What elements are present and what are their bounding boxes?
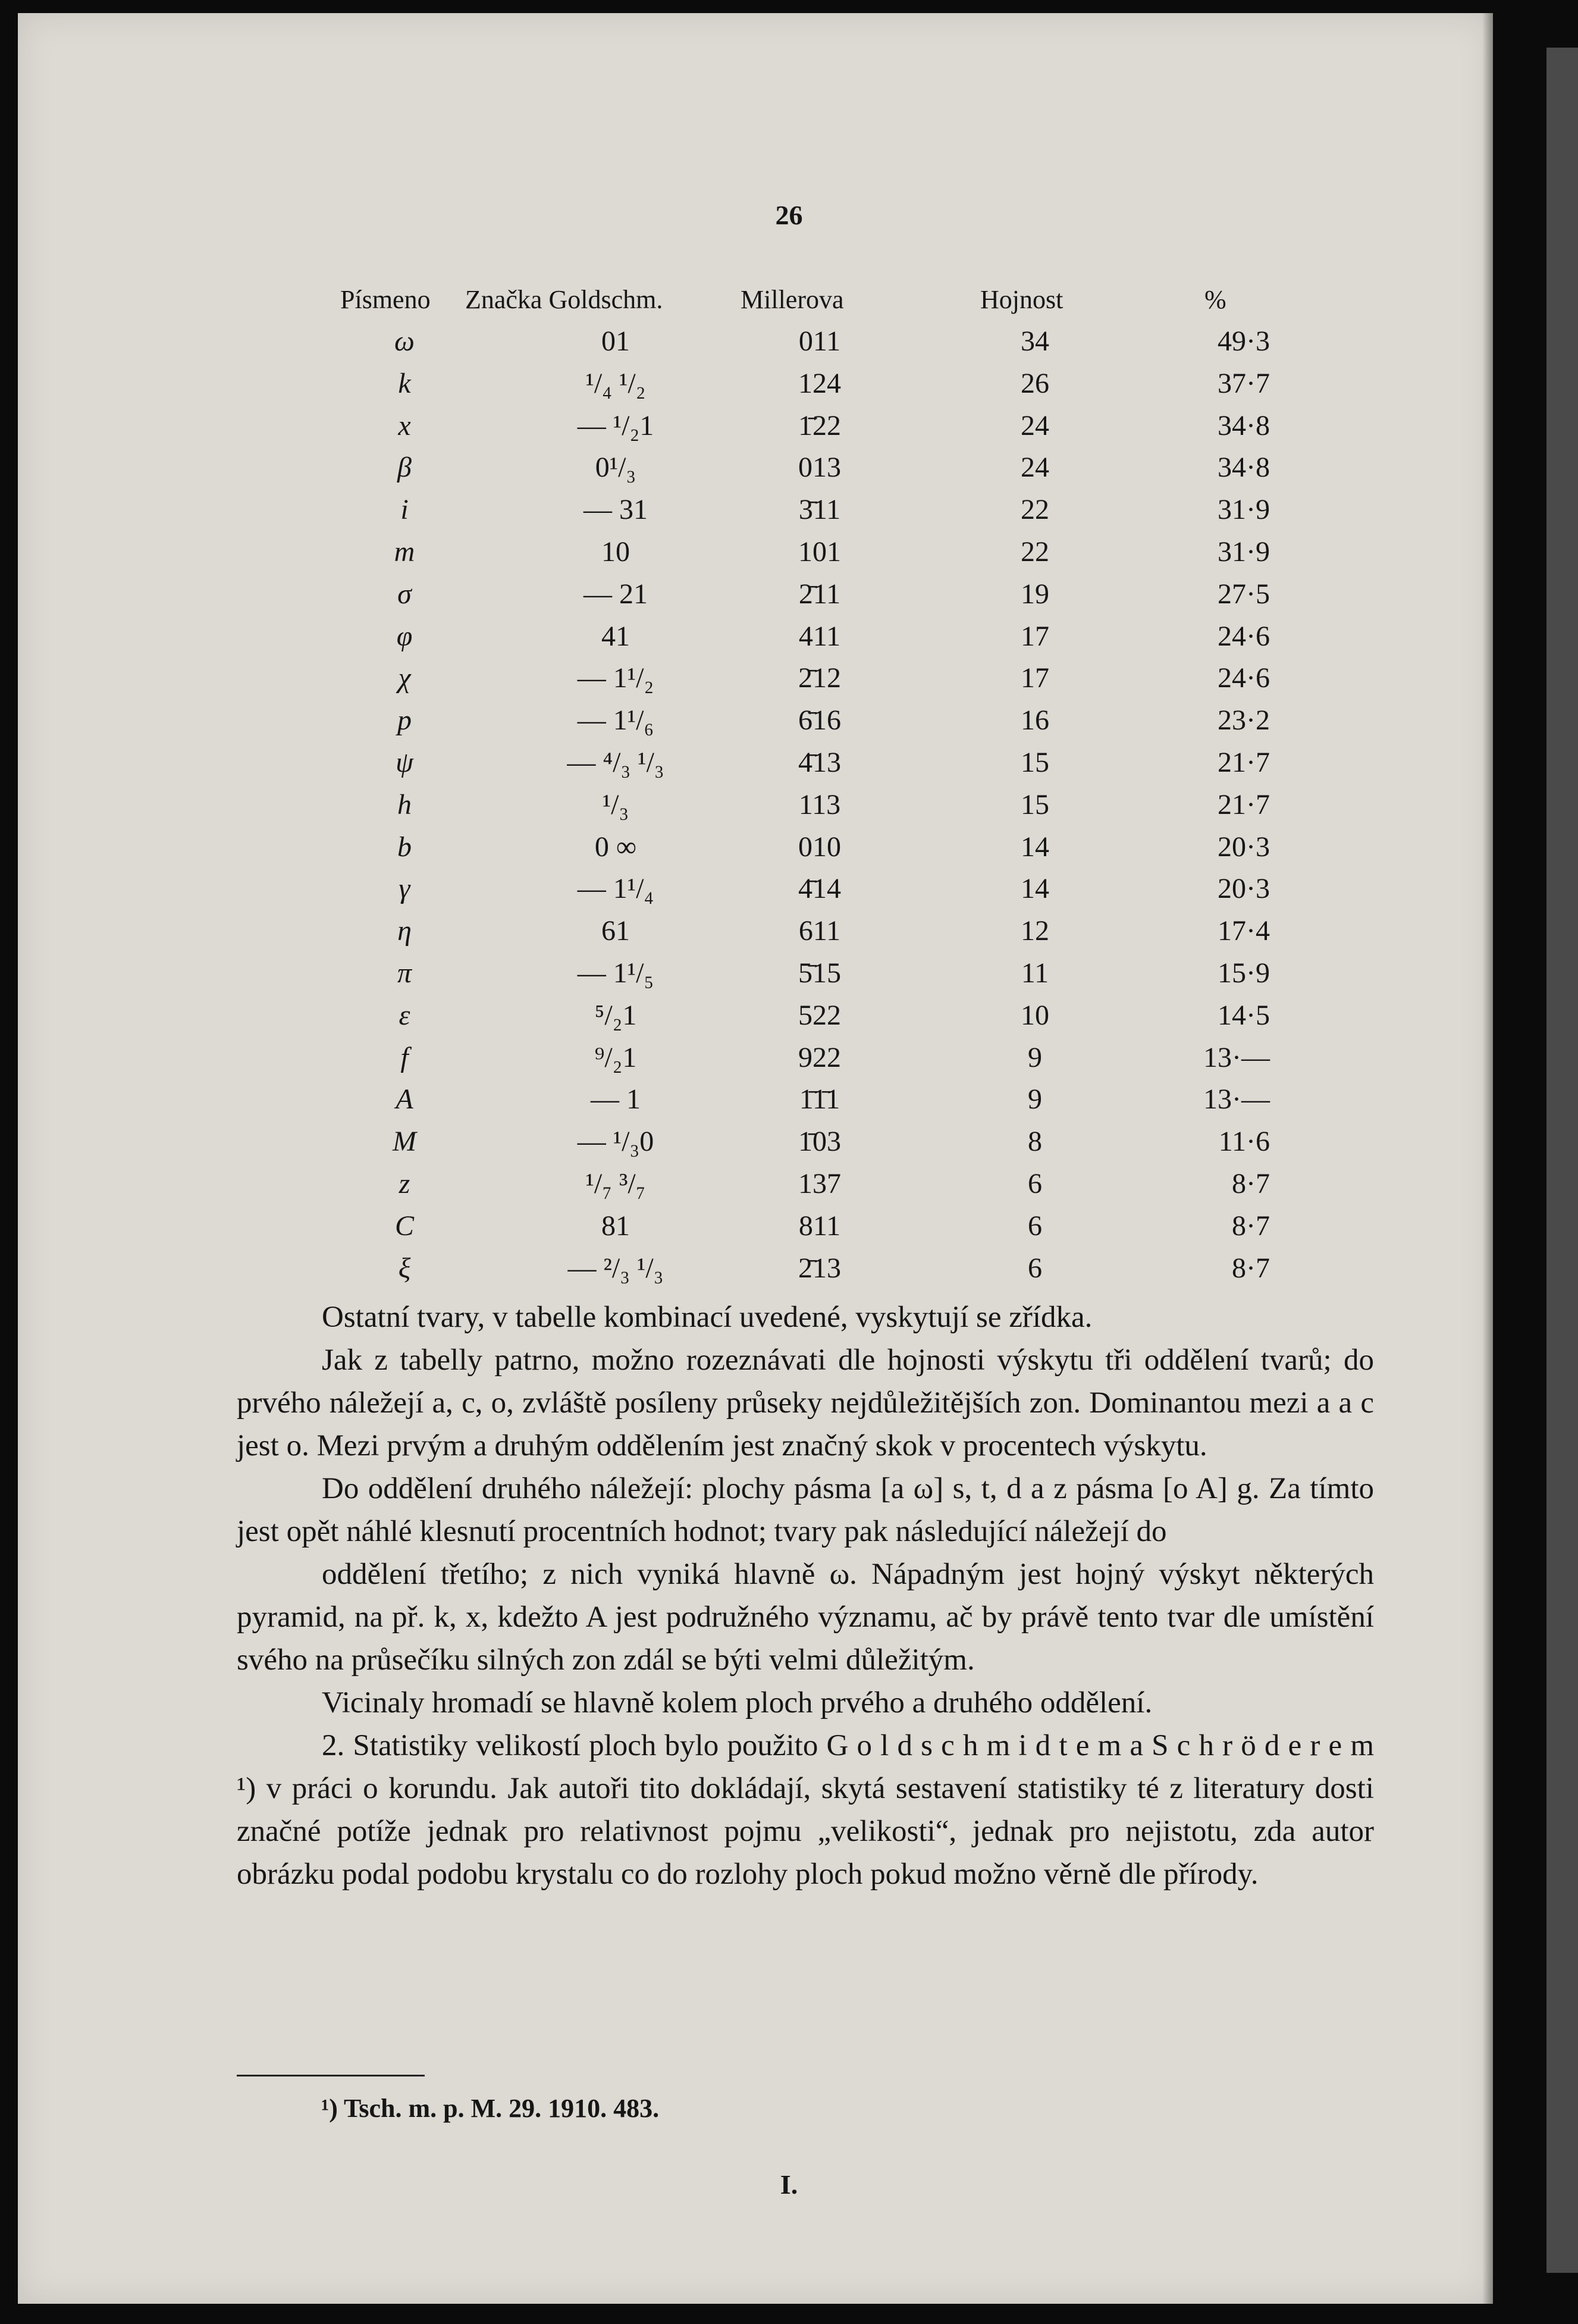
cell-miller-text: 2̄13 [798,1252,841,1284]
cell-percent-text: 17·4 [1218,915,1270,947]
cell-percent-text: 34·8 [1218,409,1270,441]
cell-frequency-text: 15 [1021,747,1049,778]
cell-goldschmidt-text: — ⁴/₃ ¹/₃ [567,747,664,778]
cell-letter-text: b [397,831,412,863]
cell-percent-text: 24·6 [1218,620,1270,652]
cell-goldschmidt-text: — 1¹/₅ [577,957,654,989]
cell-miller-text: 1̄22 [798,409,841,441]
cell-letter-text: β [397,452,412,484]
cell-letter-text: M [393,1126,416,1158]
signature-mark: I. [780,2169,798,2200]
header-pismeno: Písmeno [340,285,431,314]
cell-miller-text: 4̄14 [798,873,841,905]
cell-letter-text: i [400,494,409,526]
cell-letter-text: m [394,536,415,568]
cell-frequency-text: 8 [1028,1126,1042,1158]
cell-goldschmidt-text: — 31 [583,494,648,526]
cell-frequency-text: 22 [1021,536,1049,568]
cell-miller-text: 3̄11 [798,494,841,526]
cell-percent-text: 15·9 [1218,957,1270,989]
cell-letter-text: φ [396,620,413,652]
header-hojnost: Hojnost [980,285,1063,314]
cell-percent-text: 23·2 [1218,704,1270,737]
cell-percent-text: 20·3 [1218,873,1270,905]
body-text [237,1296,1374,1896]
paragraph: Do oddělení druhého náležejí: plochy pásma [a ω] s, t, d a z pásma [o A] g. Za tímto jest opět náhlé klesnutí procentních hodnot; tvary pak následující náležejí do [237,1472,1374,1548]
cell-frequency-text: 12 [1021,915,1049,947]
next-page-edge [1546,48,1578,2273]
cell-frequency-text: 14 [1021,831,1049,863]
cell-goldschmidt-text: — 1¹/₂ [577,662,654,694]
cell-goldschmidt-text: ¹/₃ [602,788,629,820]
cell-goldschmidt-text: — 1¹/₄ [577,873,654,905]
cell-letter-text: ψ [396,747,413,778]
cell-frequency-text: 10 [1021,999,1049,1031]
cell-letter-text: z [399,1168,410,1199]
cell-percent-text: 8·7 [1232,1252,1270,1284]
cell-percent-text: 21·7 [1218,747,1270,778]
cell-miller-text: 5̄15 [798,957,841,989]
cell-miller-text: 1̄1̄1 [799,1083,840,1116]
cell-frequency-text: 6 [1028,1252,1042,1284]
cell-percent-text: 8·7 [1232,1168,1270,1199]
cell-percent-text: 34·8 [1218,452,1270,484]
cell-goldschmidt-text: 01 [601,325,630,357]
footnote: ¹) Tsch. m. p. M. 29. 1910. 483. [321,2094,660,2123]
cell-frequency-text: 9 [1028,1041,1042,1073]
cell-percent-text: 31·9 [1218,494,1270,526]
cell-goldschmidt-text: — 21 [583,578,648,610]
cell-goldschmidt-text: ⁵/₂1 [594,999,637,1031]
header-goldschm: Značka Goldschm. [465,285,663,314]
cell-goldschmidt-text: 0¹/₃ [595,452,636,484]
cell-frequency-text: 6 [1028,1210,1042,1242]
cell-percent-text: 8·7 [1232,1210,1270,1242]
cell-frequency-text: 17 [1021,662,1049,694]
cell-letter-text: h [397,788,412,820]
cell-miller-text: 411 [798,620,841,652]
cell-letter-text: ξ [398,1252,411,1284]
cell-frequency-text: 24 [1021,409,1049,441]
cell-letter-text: k [398,367,411,399]
cell-goldschmidt-text: 10 [601,536,630,568]
cell-letter-text: p [397,704,412,737]
cell-miller-text: 113 [798,788,841,820]
cell-miller-text: 1̄03 [798,1126,841,1158]
cell-letter-text: η [397,915,412,947]
cell-letter-text: σ [397,578,412,610]
cell-letter-text: χ [398,662,411,694]
cell-goldschmidt-text: 0 ∞ [594,831,637,863]
cell-goldschmidt-text: — ¹/₂1 [577,409,654,441]
cell-letter-text: γ [399,873,410,905]
cell-percent-text: 11·6 [1218,1126,1270,1158]
paragraph: Ostatní tvary, v tabelle kombinací uvedené, vyskytují se zřídka. [322,1301,1093,1334]
cell-miller-text: 011 [798,325,841,357]
cell-miller-text: 4̄13 [798,747,841,778]
cell-frequency-text: 16 [1021,704,1049,737]
cell-frequency-text: 6 [1028,1168,1042,1199]
cell-letter-text: π [397,957,412,989]
cell-frequency-text: 17 [1021,620,1049,652]
cell-goldschmidt-text: 41 [601,620,630,652]
paragraph: Vicinaly hromadí se hlavně kolem ploch prvého a druhého oddělení. [322,1686,1153,1719]
cell-goldschmidt-text: — 1¹/₆ [577,704,654,737]
cell-frequency-text: 24 [1021,452,1049,484]
cell-miller-text: 013 [798,452,841,484]
cell-percent-text: 37·7 [1218,367,1270,399]
cell-frequency-text: 11 [1021,957,1049,989]
cell-percent-text: 49·3 [1218,325,1270,357]
cell-percent-text: 27·5 [1218,578,1270,610]
cell-goldschmidt-text: ¹/₄ ¹/₂ [585,367,646,399]
cell-letter-text: ω [394,325,415,357]
cell-goldschmidt-text: — 1 [591,1083,641,1116]
cell-miller-text: 811 [798,1210,841,1242]
paragraph: oddělení třetího; z nich vyniká hlavně ω. Nápadným jest hojný výskyt některých pyramid, na př. k, x, kdežto A jest podružného významu, ač by právě tento tvar dle umístění svého na průsečíku silných zon zdál se býti velmi důležitým. [237,1558,1374,1677]
page-sheet [18,13,1493,2304]
cell-miller-text: 2̄11 [798,578,841,610]
cell-percent-text: 24·6 [1218,662,1270,694]
cell-percent-text: 21·7 [1218,788,1270,820]
cell-percent-text: 31·9 [1218,536,1270,568]
cell-miller-text: 611 [798,915,841,947]
cell-percent-text: 14·5 [1218,999,1270,1031]
cell-goldschmidt-text: ⁹/₂1 [594,1041,637,1073]
cell-miller-text: 010 [798,831,841,863]
paragraph: Jak z tabelly patrno, možno rozeznávati dle hojnosti výskytu tři oddělení tvarů; do prvého náležejí a, c, o, zvláště posíleny průseky nejdůležitějších zon. Dominantou mezi a a c jest o. Mezi prvým a druhým oddělením jest značný skok v procentech výskytu. [237,1343,1374,1462]
footnote-rule [237,2075,425,2076]
cell-letter-text: C [394,1210,415,1242]
cell-frequency-text: 26 [1021,367,1049,399]
cell-frequency-text: 19 [1021,578,1049,610]
cell-letter-text: A [396,1083,413,1116]
header-millerova: Millerova [741,285,844,314]
cell-miller-text: 522 [798,999,841,1031]
cell-letter-text: x [398,409,411,441]
cell-percent-text: 20·3 [1218,831,1270,863]
header-percent: % [1204,285,1226,314]
cell-frequency-text: 15 [1021,788,1049,820]
cell-percent-text: 13·— [1203,1083,1270,1116]
paragraph: 2. Statistiky velikostí ploch bylo použito G o l d s c h m i d t e m a S c h r ö d e r e m ¹) v práci o korundu. Jak autoři tito dokládají, skytá sestavení statistiky té z literatury dosti značné potíže jednak pro relativnost pojmu „velikosti“, jednak pro nejistotu, zda autor obrázku podal podobu krystalu co do rozlohy ploch pokud možno věrně dle přírody. [237,1729,1374,1891]
cell-frequency-text: 34 [1021,325,1049,357]
cell-goldschmidt-text: — ¹/₃0 [577,1126,654,1158]
cell-miller-text: 137 [798,1168,841,1199]
cell-percent-text: 13·— [1203,1041,1270,1073]
cell-miller-text: 6̄16 [798,704,841,737]
cell-miller-text: 2̄12 [798,662,841,694]
cell-letter-text: f [400,1041,409,1073]
cell-miller-text: 124 [798,367,841,399]
cell-frequency-text: 9 [1028,1083,1042,1116]
cell-goldschmidt-text: 81 [601,1210,630,1242]
cell-frequency-text: 22 [1021,494,1049,526]
page-number: 26 [775,200,803,230]
cell-miller-text: 101 [798,536,841,568]
cell-letter-text: ε [399,999,410,1031]
cell-goldschmidt-text: 61 [601,915,630,947]
cell-goldschmidt-text: ¹/₇ ³/₇ [585,1168,646,1199]
cell-goldschmidt-text: — ²/₃ ¹/₃ [567,1252,664,1284]
cell-frequency-text: 14 [1021,873,1049,905]
cell-miller-text: 922 [798,1041,841,1073]
